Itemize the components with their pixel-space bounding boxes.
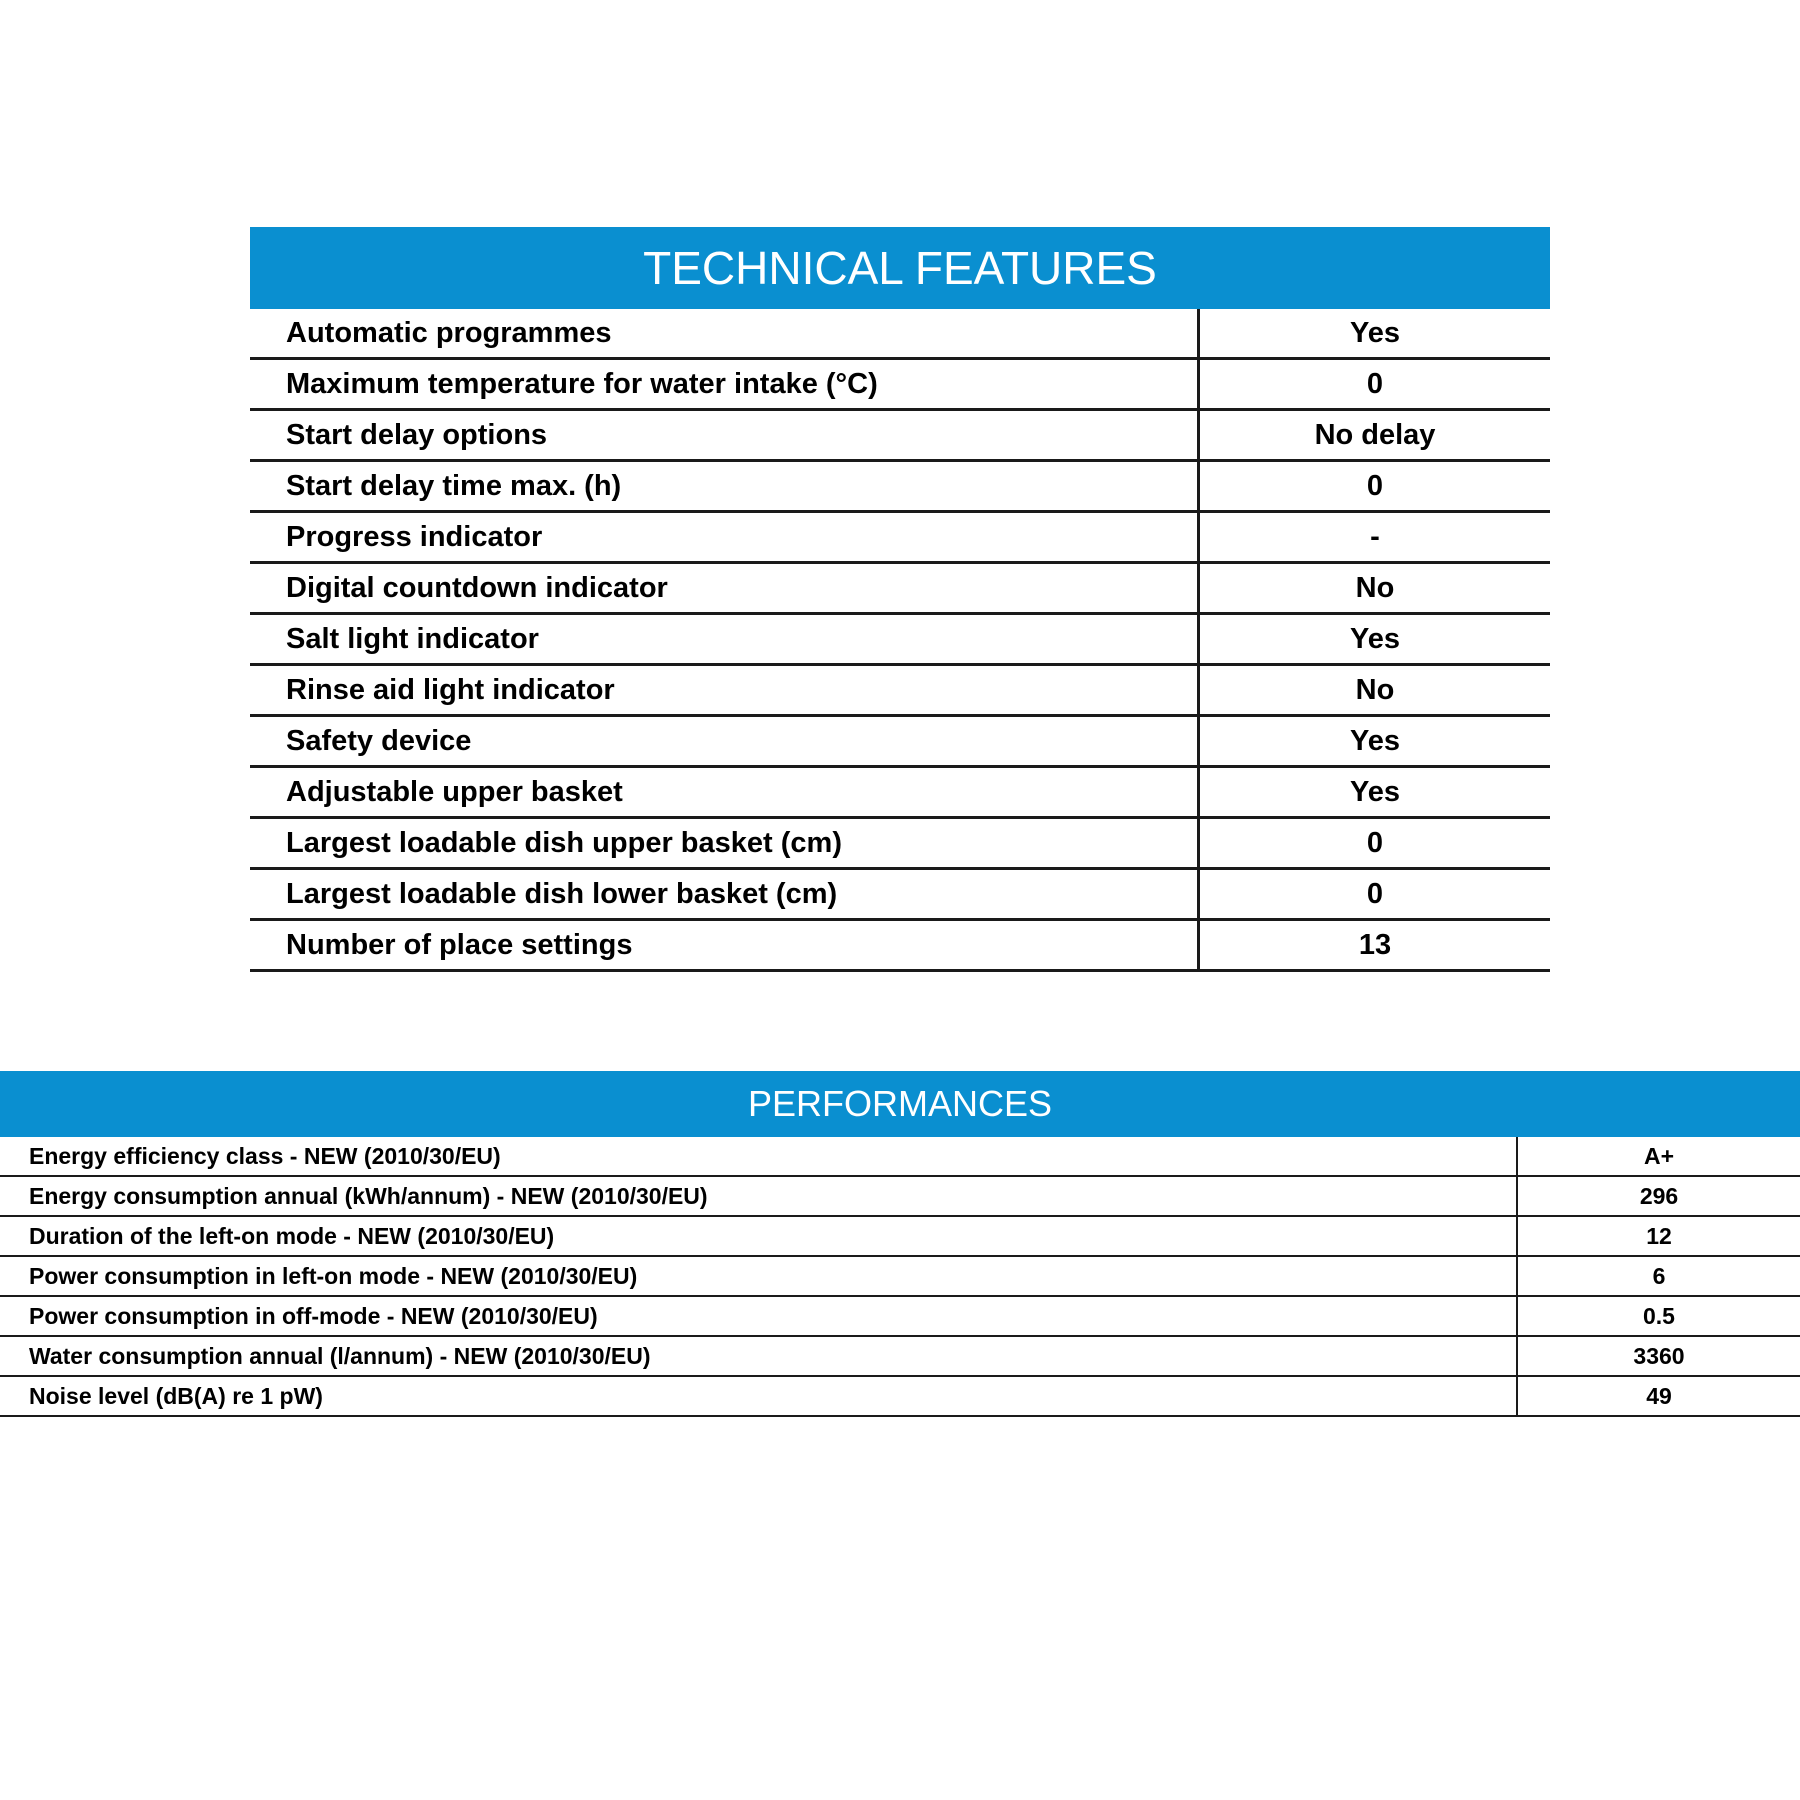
performances-table [0,1071,1800,1417]
row-value: - [1370,520,1380,553]
table-row [0,1377,1800,1417]
row-value: 0 [1366,826,1384,859]
table-row [0,1257,1800,1297]
row-value: 13 [1358,928,1392,961]
table-row [250,870,1550,921]
table-row [250,411,1550,462]
row-label: Noise level (dB(A) re 1 pW) [0,1377,1518,1415]
table-row [250,513,1550,564]
row-label: Water consumption annual (l/annum) - NEW (2010/30/EU) [0,1337,1518,1375]
row-value: Yes [1350,622,1400,655]
row-value: 49 [1646,1382,1672,1409]
performances-header [0,1071,1800,1137]
row-value: No [1355,673,1395,706]
technical-features-title: TECHNICAL FEATURES [643,242,1157,294]
row-label: Energy consumption annual (kWh/annum) - NEW (2010/30/EU) [0,1177,1518,1215]
row-label: Power consumption in off-mode - NEW (2010/30/EU) [0,1297,1518,1335]
row-value: Yes [1350,775,1400,808]
table-row [250,768,1550,819]
table-row [250,360,1550,411]
row-label: Adjustable upper basket [250,768,1200,816]
row-label: Largest loadable dish lower basket (cm) [250,870,1200,918]
row-label: Digital countdown indicator [250,564,1200,612]
technical-features-table [250,227,1550,972]
technical-features-header [250,227,1550,309]
table-row [250,819,1550,870]
table-row [250,564,1550,615]
row-value: 0 [1366,877,1384,910]
table-row [250,309,1550,360]
row-value: 296 [1639,1182,1679,1209]
row-label: Power consumption in left-on mode - NEW (2010/30/EU) [0,1257,1518,1295]
table-row [0,1337,1800,1377]
table-row [250,921,1550,972]
row-label: Salt light indicator [250,615,1200,663]
row-value: A+ [1643,1142,1675,1169]
row-label: Rinse aid light indicator [250,666,1200,714]
row-label: Number of place settings [250,921,1200,969]
row-label: Start delay time max. (h) [250,462,1200,510]
table-row [250,462,1550,513]
row-value: Yes [1350,316,1400,349]
table-row [0,1177,1800,1217]
table-row [250,615,1550,666]
row-label: Automatic programmes [250,309,1200,357]
table-row [0,1297,1800,1337]
row-value: 3360 [1633,1342,1685,1369]
table-row [0,1137,1800,1177]
row-label: Largest loadable dish upper basket (cm) [250,819,1200,867]
row-value: 12 [1646,1222,1672,1249]
row-label: Maximum temperature for water intake (°C) [250,360,1200,408]
row-value: No [1355,571,1395,604]
table-row [250,666,1550,717]
performances-title: PERFORMANCES [747,1083,1053,1124]
row-value: 0 [1366,367,1384,400]
table-row [0,1217,1800,1257]
row-value: 0.5 [1643,1302,1675,1329]
row-value: 0 [1366,469,1384,502]
table-row [250,717,1550,768]
row-label: Safety device [250,717,1200,765]
row-label: Duration of the left-on mode - NEW (2010/30/EU) [0,1217,1518,1255]
row-value: No delay [1314,418,1436,451]
row-label: Start delay options [250,411,1200,459]
row-label: Energy efficiency class - NEW (2010/30/EU) [0,1137,1518,1175]
row-value: Yes [1350,724,1400,757]
row-value: 6 [1652,1262,1666,1289]
row-label: Progress indicator [250,513,1200,561]
